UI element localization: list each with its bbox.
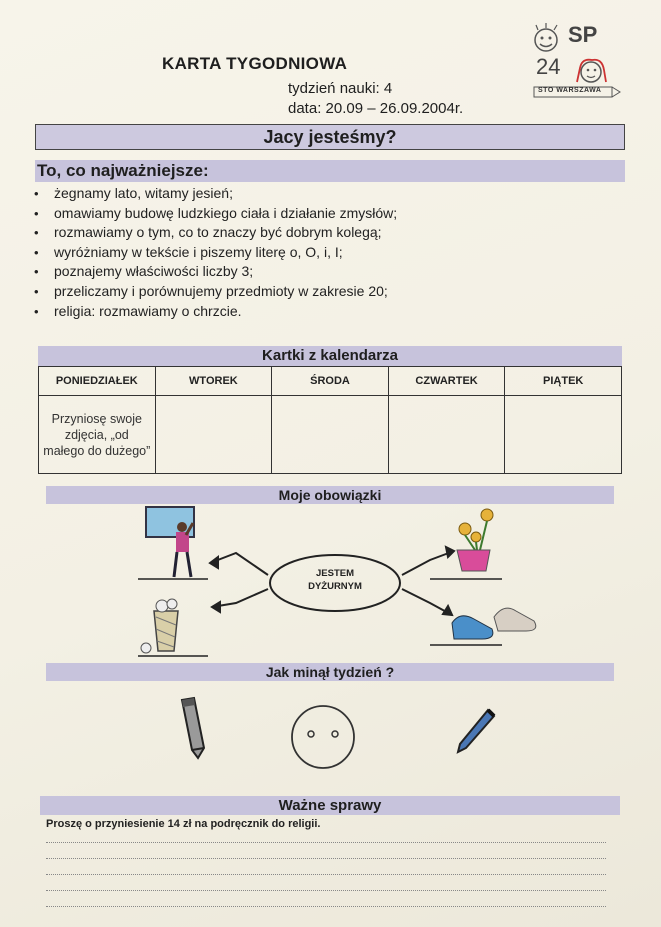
list-item: • żegnamy lato, witamy jesień;	[34, 184, 397, 204]
notes-heading: Ważne sprawy	[278, 797, 382, 814]
entry-thursday	[388, 396, 505, 474]
duties-diagram	[130, 505, 550, 660]
list-item: • omawiamy budowę ludzkiego ciała i działanie zmysłów;	[34, 204, 397, 224]
notes-text: Proszę o przyniesienie 14 zł na podręcznik do religii.	[46, 818, 321, 830]
list-item: • rozmawiamy o tym, co to znaczy być dobrym kolegą;	[34, 223, 397, 243]
logo-school-initials: SP	[568, 22, 598, 47]
day-header-friday: PIĄTEK	[505, 367, 622, 396]
week-dates: data: 20.09 – 26.09.2004r.	[288, 100, 464, 117]
notes-line	[46, 842, 606, 843]
duty-center-line1: JESTEM	[315, 568, 354, 579]
priorities-heading: To, co najważniejsze:	[37, 161, 209, 180]
list-item: • religia: rozmawiamy o chrzcie.	[34, 302, 397, 322]
pen-icon	[458, 710, 494, 752]
calendar-header-row	[39, 367, 622, 396]
week-number: tydzień nauki: 4	[288, 80, 393, 97]
flower-pot-picture	[430, 509, 502, 579]
calendar-entry-row	[39, 396, 622, 474]
pencil-icon	[182, 698, 204, 758]
notes-line	[46, 858, 606, 859]
entry-friday	[505, 396, 622, 474]
logo-caption: STO WARSZAWA	[538, 87, 602, 94]
entry-tuesday	[155, 396, 272, 474]
duties-heading: Moje obowiązki	[278, 487, 382, 503]
day-header-thursday: CZWARTEK	[388, 367, 505, 396]
notes-line	[46, 874, 606, 875]
entry-monday: Przyniosę swoje zdjęcia, „od małego do dużego”	[39, 396, 156, 474]
theme-title: Jacy jesteśmy?	[35, 124, 625, 150]
smiley-face-icon	[292, 706, 354, 768]
calendar-heading: Kartki z kalendarza	[262, 347, 398, 364]
notes-line	[46, 890, 606, 891]
list-item: • poznajemy właściwości liczby 3;	[34, 262, 397, 282]
calendar-table	[38, 366, 622, 474]
logo-school-number: 24	[536, 54, 561, 79]
day-header-wednesday: ŚRODA	[272, 367, 389, 396]
day-header-tuesday: WTOREK	[155, 367, 272, 396]
board-cleaning-picture	[138, 507, 208, 579]
notes-line	[46, 906, 606, 907]
page-title: KARTA TYGODNIOWA	[162, 54, 348, 73]
week-review-drawing	[170, 690, 510, 775]
duty-center-line2: DYŻURNYM	[308, 581, 362, 592]
school-logo	[528, 20, 628, 100]
list-item: • przeliczamy i porównujemy przedmioty w zakresie 20;	[34, 282, 397, 302]
waste-basket-picture	[138, 599, 208, 656]
entry-wednesday	[272, 396, 389, 474]
day-header-monday: PONIEDZIAŁEK	[39, 367, 156, 396]
priorities-list	[34, 184, 397, 321]
list-item: • wyróżniamy w tekście i piszemy literę o, O, i, I;	[34, 243, 397, 263]
week-review-heading: Jak minął tydzień ?	[265, 664, 395, 680]
